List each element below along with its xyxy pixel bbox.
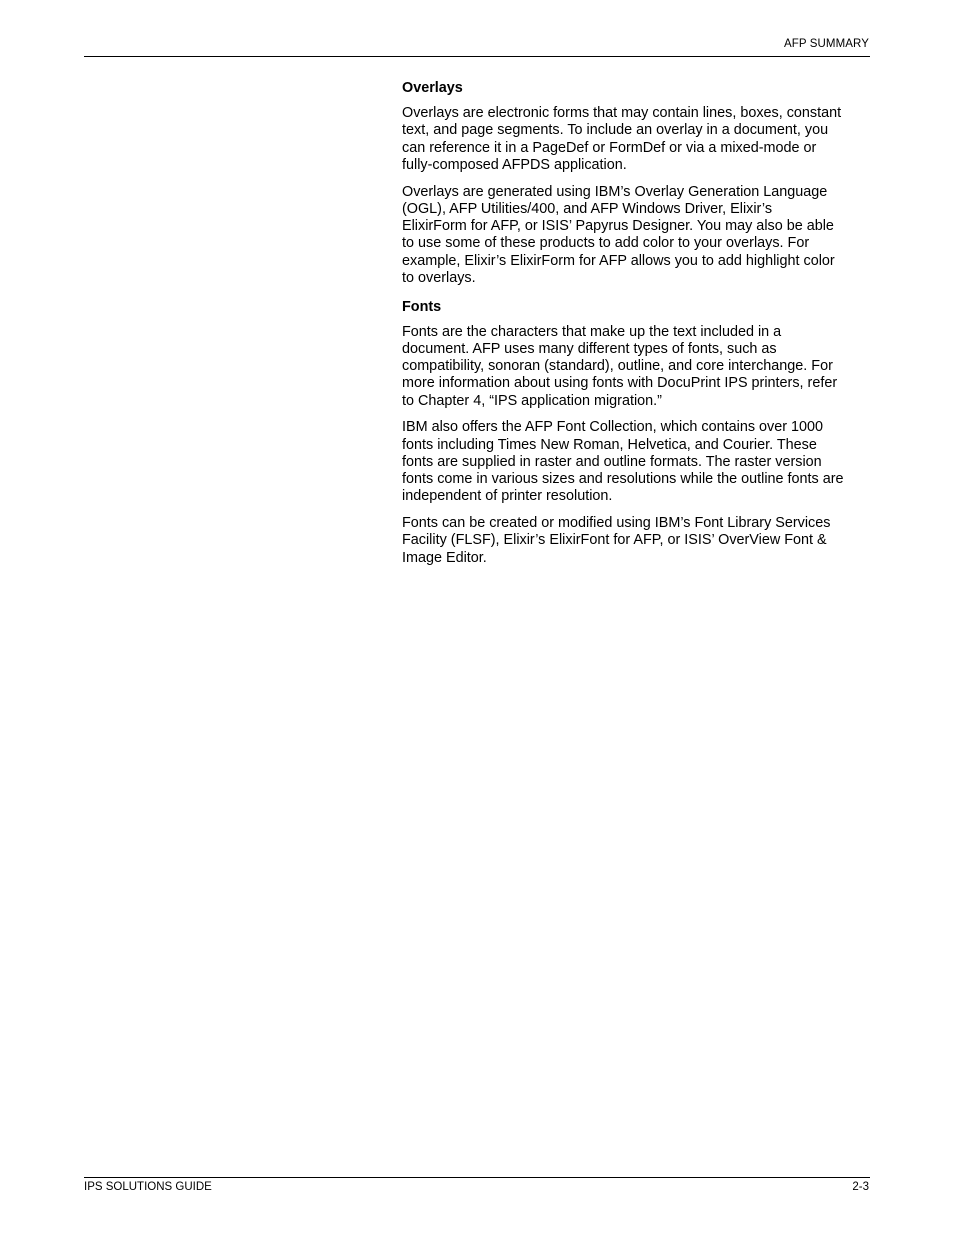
paragraph-line: can reference it in a PageDef or FormDef or via a mixed-mode or bbox=[402, 139, 817, 156]
section-heading: Fonts bbox=[402, 298, 442, 315]
paragraph-line: to overlays. bbox=[402, 269, 476, 286]
paragraph-line: Facility (FLSF), Elixir’s ElixirFont for AFP, or ISIS’ OverView Font & bbox=[402, 532, 827, 549]
running-head: AFP SUMMARY bbox=[783, 38, 869, 50]
paragraph-line: Fonts are the characters that make up the text included in a bbox=[402, 323, 782, 340]
paragraph-line: Overlays are generated using IBM’s Overlay Generation Language bbox=[402, 183, 828, 200]
footer-guide-title: IPS SOLUTIONS GUIDE bbox=[84, 1181, 212, 1193]
paragraph-line: text, and page segments. To include an overlay in a document, you bbox=[402, 122, 829, 139]
footer-rule bbox=[84, 1177, 870, 1178]
paragraph-line: Fonts can be created or modified using IBM’s Font Library Services bbox=[402, 515, 831, 531]
paragraph bbox=[402, 105, 872, 174]
footer-page-number: 2-3 bbox=[852, 1181, 869, 1193]
section-fonts bbox=[402, 297, 872, 567]
section-overlays bbox=[402, 78, 872, 287]
paragraph-line: to use some of these products to add color to your overlays. For bbox=[402, 235, 810, 252]
paragraph-line: fonts including Times New Roman, Helvetica, and Courier. These bbox=[402, 436, 817, 453]
paragraph-line: more information about using fonts with DocuPrint IPS printers, refer bbox=[402, 375, 838, 392]
section-heading: Overlays bbox=[402, 80, 463, 96]
paragraph-line: Image Editor. bbox=[402, 549, 487, 566]
paragraph-line: fonts come in various sizes and resolutions while the outline fonts are bbox=[402, 471, 844, 487]
paragraph-line: (OGL), AFP Utilities/400, and AFP Windows Driver, Elixir’s bbox=[402, 200, 773, 217]
paragraph bbox=[402, 515, 872, 567]
paragraph-line: document. AFP uses many different types of fonts, such as bbox=[402, 340, 777, 357]
paragraph-line: fonts are supplied in raster and outline formats. The raster version bbox=[402, 453, 822, 470]
paragraph-line: Overlays are electronic forms that may contain lines, boxes, constant bbox=[402, 105, 842, 121]
paragraph-line: fully-composed AFPDS application. bbox=[402, 156, 627, 173]
paragraph-line: to Chapter 4, “IPS application migration.” bbox=[402, 392, 662, 409]
paragraph bbox=[402, 419, 872, 505]
paragraph-line: ElixirForm for AFP, or ISIS’ Papyrus Designer. You may also be able bbox=[402, 218, 834, 234]
body-column bbox=[402, 78, 872, 576]
header-rule bbox=[84, 56, 870, 57]
paragraph-line: example, Elixir’s ElixirForm for AFP allows you to add highlight color bbox=[402, 252, 835, 269]
paragraph-line: independent of printer resolution. bbox=[402, 488, 613, 505]
paragraph-line: IBM also offers the AFP Font Collection, which contains over 1000 bbox=[402, 419, 824, 436]
paragraph bbox=[402, 324, 872, 410]
paragraph bbox=[402, 184, 872, 288]
paragraph-line: compatibility, sonoran (standard), outline, and core interchange. For bbox=[402, 358, 833, 374]
